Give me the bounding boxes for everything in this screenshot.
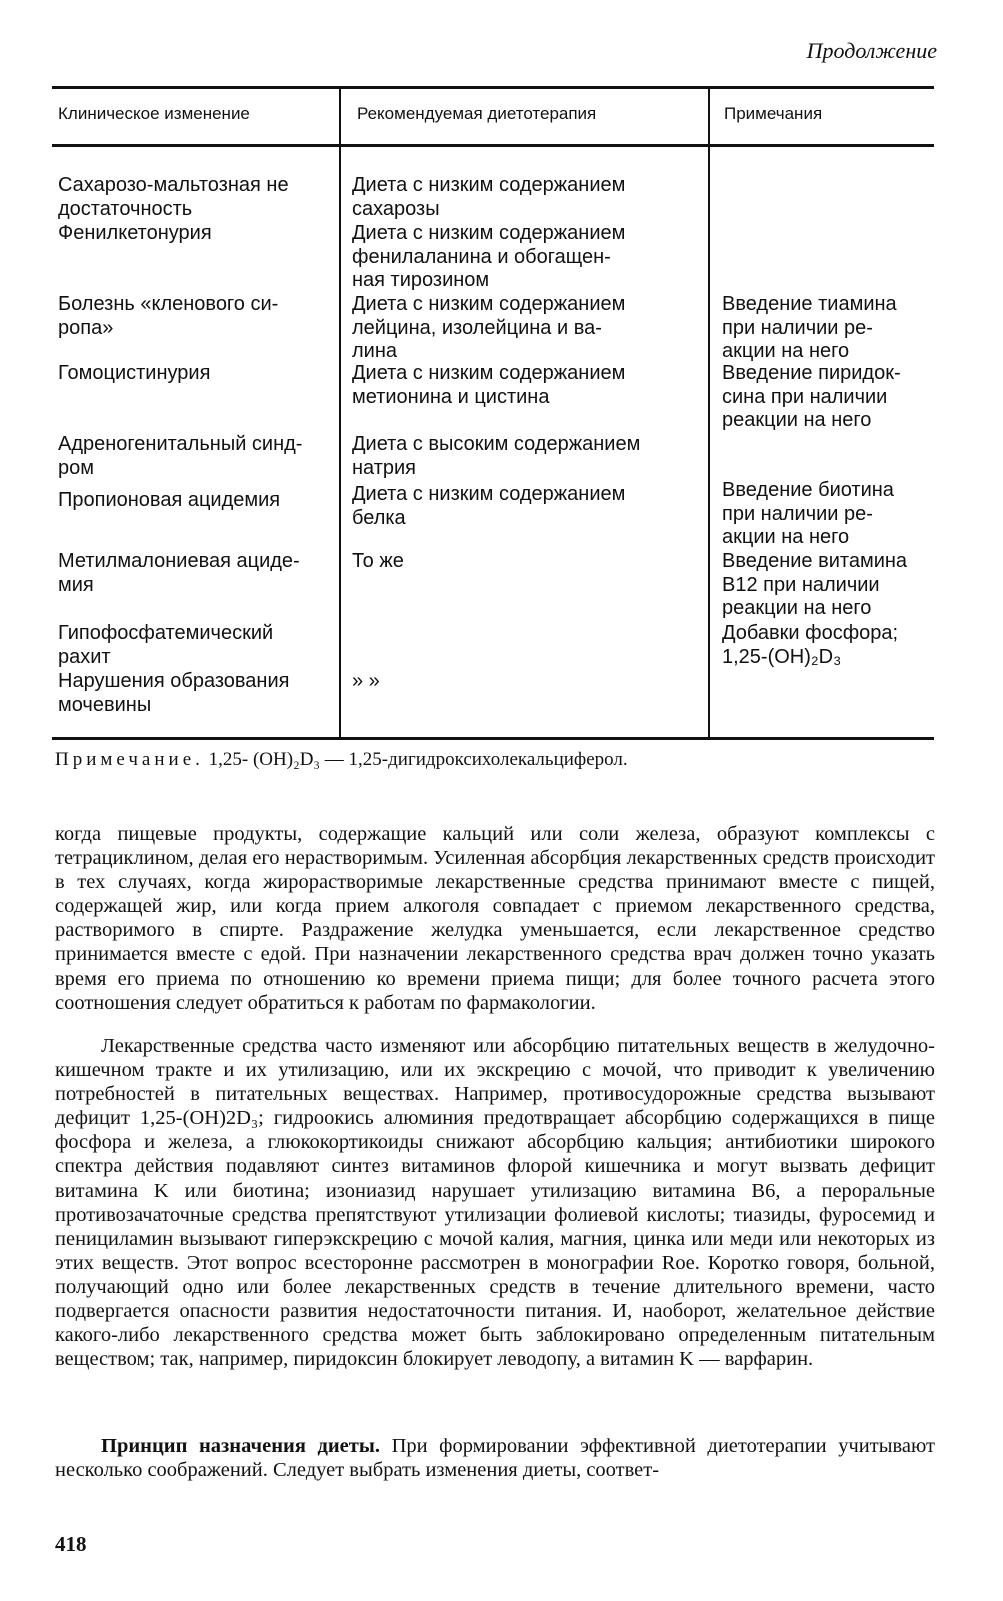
- table-footnote: [55, 749, 935, 771]
- column-header-notes: Примечания: [724, 104, 823, 123]
- table-cell-diet: Диета с низким содержанием лейцина, изолейцина и ва- лина: [352, 293, 626, 362]
- table-cell-note: Введение витамина B12 при наличии реакции на него: [722, 550, 908, 619]
- table-cell-diet: То же: [352, 550, 404, 572]
- table-header-rule: [52, 144, 934, 147]
- table-cell-condition: Гомоцистинурия: [58, 362, 211, 384]
- continuation-label: Продолжение: [806, 38, 937, 63]
- table-cell-condition: Гипофосфатемический рахит: [58, 622, 274, 668]
- column-divider-2: [708, 86, 710, 740]
- table-footnote-label: Примечание.: [55, 749, 204, 770]
- table-cell-note: Введение тиамина при наличии ре- акции на него: [722, 293, 897, 362]
- table-cell-condition: Болезнь «кленового си- ропа»: [58, 293, 279, 339]
- table-cell-diet: Диета с высоким содержанием натрия: [352, 433, 641, 479]
- table-footnote-text: 1,25- (OH)₂D₃ — 1,25-дигидроксихолекальциферол.: [208, 749, 628, 770]
- table-cell-condition: Фенилкетонурия: [58, 222, 212, 244]
- paragraph-3: [55, 1434, 935, 1482]
- page-number: 418: [55, 1532, 87, 1556]
- table-cell-condition: Сахарозо-мальтозная не достаточность: [58, 174, 289, 220]
- diet-table: [52, 86, 934, 741]
- table-cell-note: Введение биотина при наличии ре- акции на него: [722, 479, 894, 548]
- table-cell-note: Добавки фосфора; 1,25-(OH)₂D₃: [722, 622, 899, 668]
- table-cell-diet: Диета с низким содержанием белка: [352, 483, 626, 529]
- paragraph-2: Лекарственные средства часто изменяют или абсорбцию питательных веществ в желудочно-кишечном тракте и их утилизацию, или их экскрецию с мочой, что приводит к увеличению потребностей в питательных веществах. Например, противосудорожные средства вызывают дефицит 1,25-(OH)2D₃; гидроокись алюминия предотвращает абсорбцию содержащихся в пище фосфора и железа, а глюкокортикоиды снижают абсорбцию кальция; антибиотики широкого спектра действия подавляют синтез витаминов флорой кишечника и могут вызвать дефицит витамина K или биотина; изониазид нарушает утилизацию витамина B6, а пероральные противозачаточные средства препятствуют утилизации фолиевой кислоты; тиазиды, фуросемид и пенициламин вызывают гиперэкскрецию с мочой калия, магния, цинка или меди или некоторых из этих веществ. Этот вопрос всесторонне рассмотрен в монографии Roe. Коротко говоря, больной, получающий одно или более лекарственных средств в течение длительного времени, часто подвергается опасности развития недостаточности питания. И, наоборот, желательное действие какого-либо лекарственного средства может быть заблокировано определенным питательным веществом; так, например, пиридоксин блокирует леводопу, а витамин K — варфарин.: [55, 1035, 935, 1371]
- table-cell-diet: Диета с низким содержанием фенилаланина и обогащен- ная тирозином: [352, 222, 626, 291]
- table-cell-condition: Пропионовая ацидемия: [58, 489, 281, 511]
- column-header-condition: Клиническое изменение: [58, 104, 250, 123]
- paragraph-1: когда пищевые продукты, содержащие кальций или соли железа, образуют комплексы с тетрациклином, делая его нерастворимым. Усиленная абсорбция лекарственных средств происходит в тех случаях, когда жирорастворимые лекарственные средства принимают вместе с пищей, содержащей жир, или когда прием алкоголя совпадает с приемом лекарственного средства, растворимого в спирте. Раздражение желудка уменьшается, если лекарственное средство принимается вместе с едой. При назначении лекарственного средства врач должен точно указать время его приема по отношению ко времени приема пищи; для более точного расчета этого соотношения следует обратиться к работам по фармакологии.: [55, 823, 935, 1014]
- table-cell-condition: Метилмалониевая ациде- мия: [58, 550, 300, 596]
- table-cell-diet: Диета с низким содержанием сахарозы: [352, 174, 626, 220]
- table-cell-condition: Адреногенитальный синд- ром: [58, 433, 303, 479]
- paragraph-3-text: При формировании эффективной диетотерапии учитывают несколько соображений. Следует выбрать изменения диеты, соответ-: [55, 1435, 935, 1482]
- table-cell-diet: » »: [352, 670, 380, 692]
- table-cell-note: Введение пиридок- сина при наличии реакции на него: [722, 362, 901, 431]
- table-cell-condition: Нарушения образования мочевины: [58, 670, 290, 716]
- table-cell-diet: Диета с низким содержанием метионина и цистина: [352, 362, 626, 408]
- table-bottom-rule: [52, 737, 934, 740]
- table-top-rule: [52, 86, 934, 89]
- column-divider-1: [339, 86, 341, 740]
- column-header-diet: Рекомендуемая диетотерапия: [357, 104, 597, 123]
- section-heading: Принцип назначения диеты.: [101, 1435, 380, 1457]
